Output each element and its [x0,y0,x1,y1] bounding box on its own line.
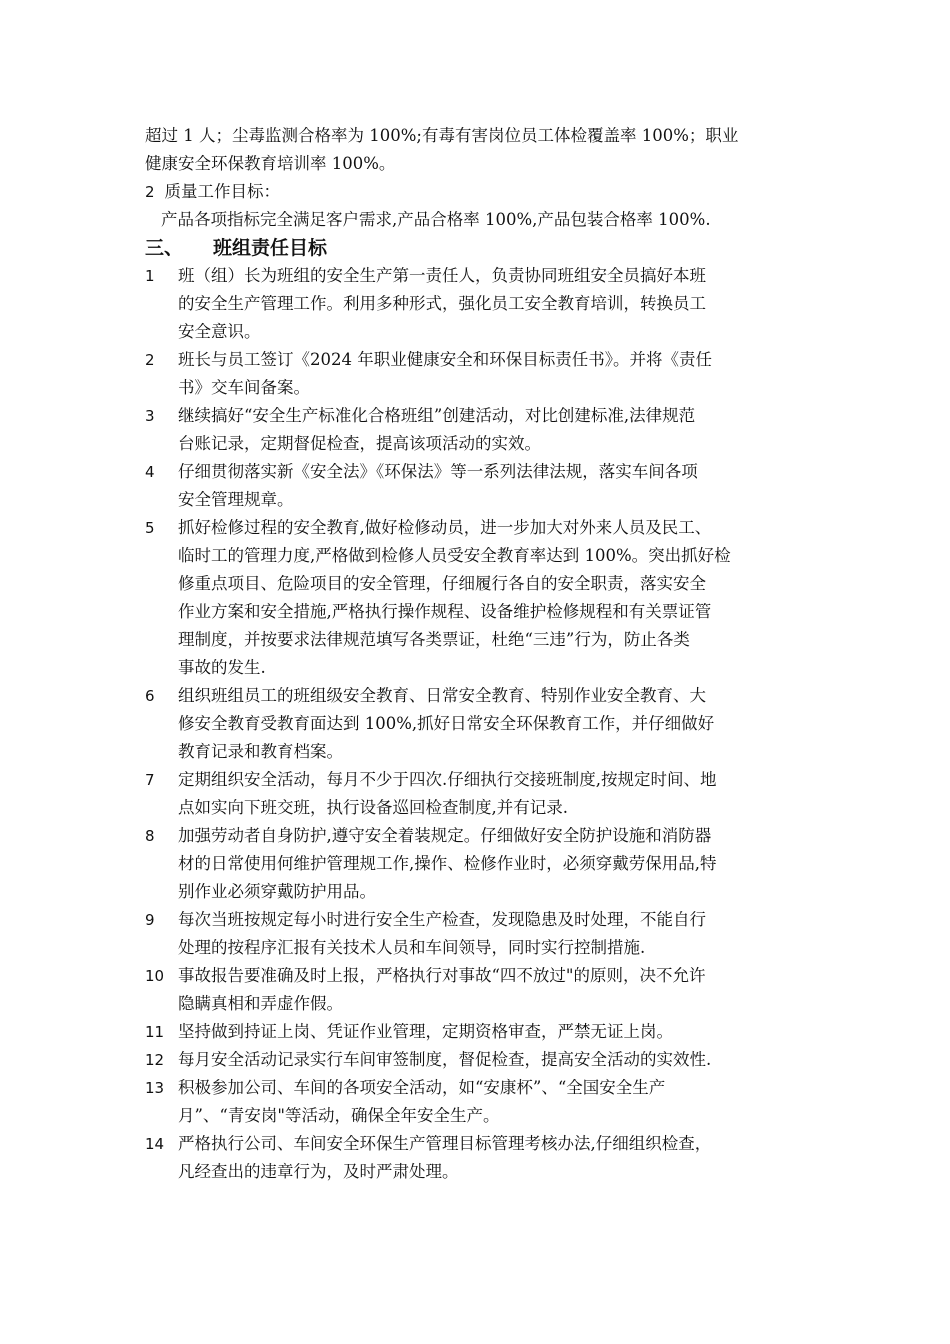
list-item [145,1018,805,1046]
list-item-text [178,402,805,458]
list-item-line: 继续搞好“安全生产标准化合格班组”创建活动，对比创建标准,法律规范 [178,406,696,425]
list-item-line: 组织班组员工的班组级安全教育、日常安全教育、特别作业安全教育、大 [178,686,706,705]
list-item-number: 2 [145,351,155,369]
list-item-line: 积极参加公司、车间的各项安全活动，如“安康杯”、“全国安全生产 [178,1078,666,1097]
list-item [145,402,805,458]
list-item-line: 处理的按程序汇报有关技术人员和车间领导，同时实行控制措施. [178,938,646,957]
list-item-number: 11 [145,1023,165,1041]
section-heading [145,234,805,262]
list-item [145,962,805,1018]
list-item [145,262,805,346]
list-item-text [178,262,805,346]
list-item-line: 台账记录，定期督促检查，提高该项活动的实效。 [178,434,541,453]
list-item-line: 别作业必须穿戴防护用品。 [178,882,376,901]
list-item-line: 安全意识。 [178,322,261,341]
intro-line-1: 超过 1 人；尘毒监测合格率为 100%;有毒有害岗位员工体检覆盖率 100%；职业 [145,126,739,145]
list-item-line: 月”、“青安岗"等活动，确保全年安全生产。 [178,1106,500,1125]
quality-title: 质量工作目标： [164,182,281,201]
list-item-line: 的安全生产管理工作。利用多种形式，强化员工安全教育培训，转换员工 [178,294,706,313]
list-item [145,1074,805,1130]
list-item [145,822,805,906]
list-item [145,906,805,962]
list-item-line: 事故的发生. [178,658,266,677]
list-item-line: 教育记录和教育档案。 [178,742,343,761]
list-item-line: 坚持做到持证上岗、凭证作业管理，定期资格审查，严禁无证上岗。 [178,1022,673,1041]
list-item-line: 每次当班按规定每小时进行安全生产检查，发现隐患及时处理，不能自行 [178,910,706,929]
list-item-number: 7 [145,771,155,789]
list-item-number: 5 [145,519,155,537]
list-item-number: 3 [145,407,155,425]
list-item-number: 13 [145,1079,165,1097]
list-item-text [178,906,805,962]
list-item-number: 1 [145,267,155,285]
list-item-number: 14 [145,1135,165,1153]
list-item-line: 抓好检修过程的安全教育,做好检修动员，进一步加大对外来人员及民工、 [178,518,712,537]
list-item-text [178,1074,805,1130]
list-item-line: 加强劳动者自身防护,遵守安全着装规定。仔细做好安全防护设施和消防器 [178,826,712,845]
list-item [145,1046,805,1074]
list-item [145,1130,805,1186]
list-item-text [178,1130,805,1186]
list-item-number: 9 [145,911,155,929]
list-item [145,346,805,402]
list-item-line: 安全管理规章。 [178,490,294,509]
list-item-line: 凡经查出的违章行为，及时严肃处理。 [178,1162,459,1181]
list-item-line: 作业方案和安全措施,严格执行操作规程、设备维护检修规程和有关票证管 [178,602,712,621]
list-item-number: 6 [145,687,155,705]
list-item-line: 严格执行公司、车间安全环保生产管理目标管理考核办法,仔细组织检查， [178,1134,712,1153]
list-item-line: 定期组织安全活动，每月不少于四次.仔细执行交接班制度,按规定时间、地 [178,770,717,789]
list-item-line: 每月安全活动记录实行车间审签制度，督促检查，提高安全活动的实效性. [178,1050,712,1069]
quality-text: 产品各项指标完全满足客户需求,产品合格率 100%,产品包装合格率 100%. [161,210,711,229]
document-page [145,122,805,1186]
list-item-line: 临时工的管理力度,严格做到检修人员受安全教育率达到 100%。突出抓好检 [178,546,731,565]
list-item-line: 修安全教育受教育面达到 100%,抓好日常安全环保教育工作，并仔细做好 [178,714,715,733]
list-item-text [178,1018,805,1046]
list-item-number: 8 [145,827,155,845]
list-item-line: 事故报告要准确及时上报，严格执行对事故“四不放过"的原则，决不允许 [178,966,706,985]
list-item-line: 班（组）长为班组的安全生产第一责任人，负责协同班组安全员搞好本班 [178,266,706,285]
quality-number: 2 [145,183,155,201]
list-item-text [178,766,805,822]
list-item-text [178,346,805,402]
list-item-text [178,458,805,514]
list-item-text [178,822,805,906]
list-item-line: 点如实向下班交班，执行设备巡回检查制度,并有记录. [178,798,568,817]
list-item-text [178,962,805,1018]
list-item-number: 10 [145,967,165,985]
list-item-line: 修重点项目、危险项目的安全管理，仔细履行各自的安全职责，落实安全 [178,574,706,593]
list-item-text [178,682,805,766]
list-item-line: 班长与员工签订《2024 年职业健康安全和环保目标责任书》。并将《责任 [178,350,712,369]
list-item-text [178,1046,805,1074]
list-item [145,766,805,822]
list-item [145,458,805,514]
list-item [145,682,805,766]
list-item-number: 12 [145,1051,165,1069]
list-item-line: 隐瞒真相和弄虚作假。 [178,994,343,1013]
list-item-line: 仔细贯彻落实新《安全法》《环保法》等一系列法律法规，落实车间各项 [178,462,698,481]
list-item-number: 4 [145,463,155,481]
responsibility-list [145,262,805,1186]
list-item-line: 材的日常使用何维护管理规工作,操作、检修作业时，必须穿戴劳保用品,特 [178,854,717,873]
list-item-line: 理制度，并按要求法律规范填写各类票证，杜绝“三违”行为，防止各类 [178,630,690,649]
quality-heading [145,178,805,206]
section-title: 班组责任目标 [213,237,328,259]
list-item [145,514,805,682]
intro-line-2: 健康安全环保教育培训率 100%。 [145,154,396,173]
list-item-line: 书》交车间备案。 [178,378,310,397]
list-item-text [178,514,805,682]
section-number: 三、 [145,237,184,259]
